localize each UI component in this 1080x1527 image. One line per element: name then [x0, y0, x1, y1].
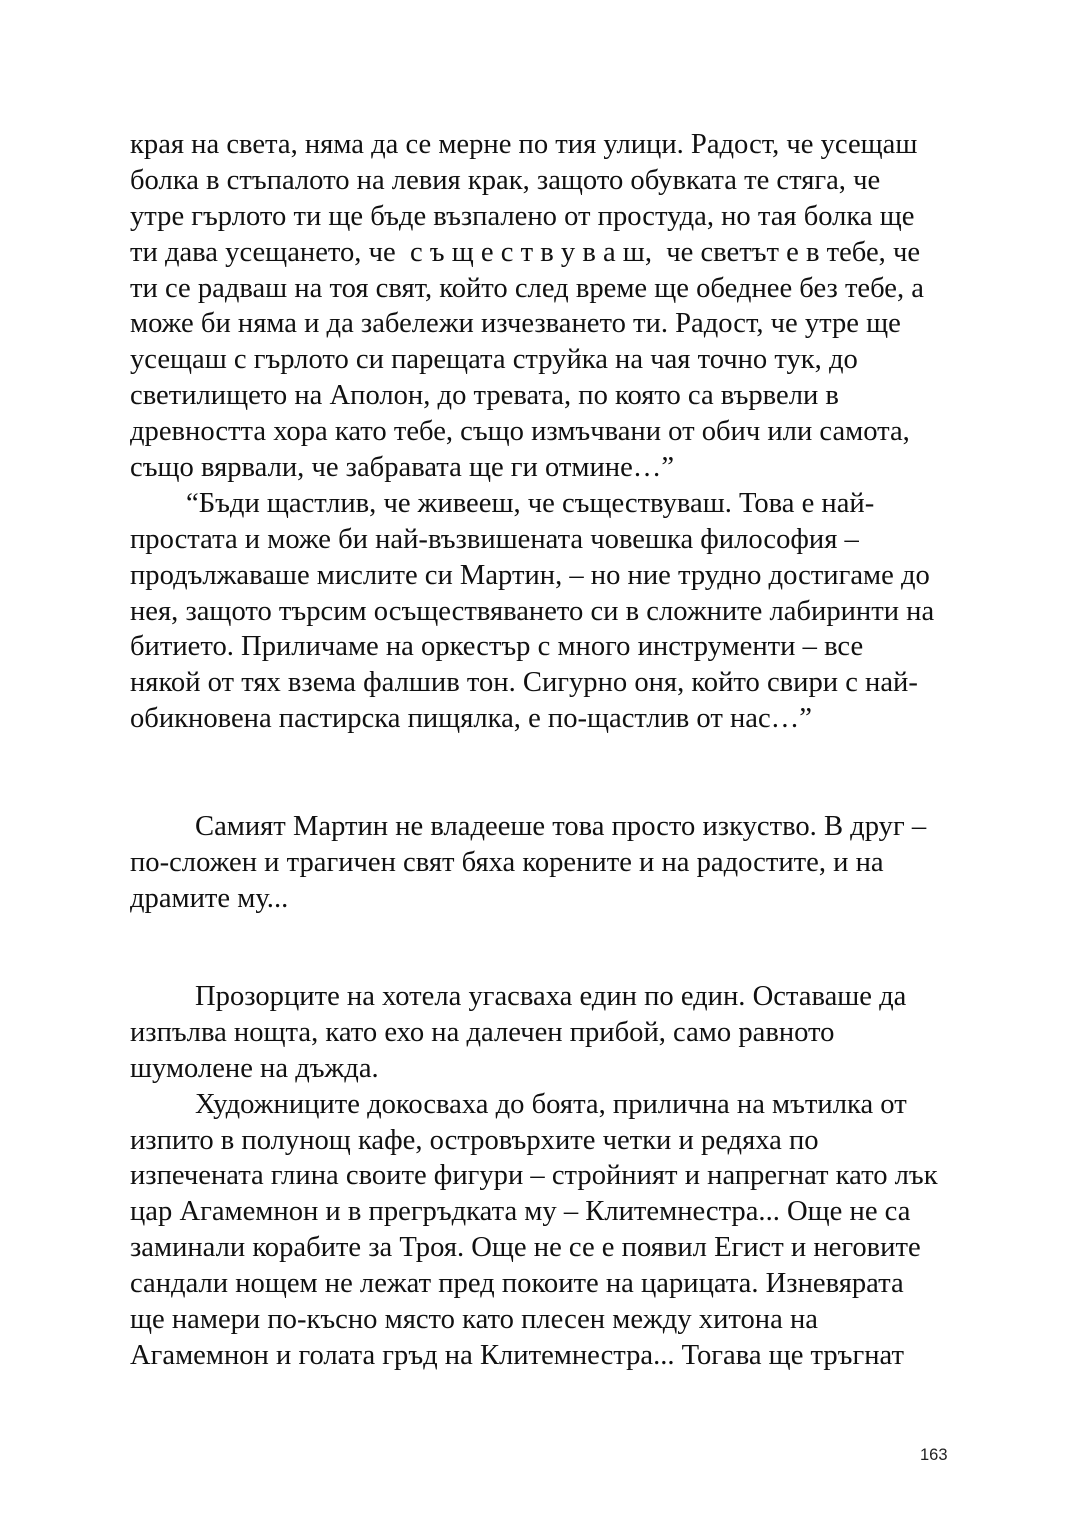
text-line: Самият Мартин не владееше това просто изкуство. В друг – — [195, 811, 927, 842]
text-line: нея, защото търсим осъществяването си в сложните лабиринти на — [130, 595, 935, 627]
text-section — [130, 809, 1040, 917]
text-line: може би няма и да забележи изчезването ти. Радост, че утре ще — [130, 308, 901, 340]
text-section — [130, 979, 1040, 1374]
text-line: изпито в полунощ кафе, островърхите четки и редяха по — [130, 1124, 819, 1156]
text-line: Художниците докосваха до боята, прилична на мътилка от — [195, 1088, 907, 1120]
text-line: ще намери по-късно място като плесен между хитона на — [130, 1304, 818, 1336]
paragraph — [130, 486, 1040, 737]
text-line: също вярвали, че забравата ще ги отмине…” — [130, 452, 675, 484]
paragraph — [130, 127, 1040, 486]
text-section — [130, 127, 1040, 737]
text-line: ти дава усещането, че с ъ щ е с т в у в а ш, че светът е в тебе, че — [130, 236, 921, 268]
text-line: изпечената глина своите фигури – стройният и напрегнат като лък — [130, 1160, 938, 1192]
text-line: Агамемнон и голата гръд на Клитемнестра... Тогава ще тръгнат — [130, 1339, 904, 1371]
text-line: болка в стъпалото на левия крак, защото обувката те стяга, че — [130, 164, 881, 196]
text-line: шумолене на дъжда. — [130, 1052, 379, 1084]
page-number: 163 — [920, 1446, 948, 1464]
text-line: Прозорците на хотела угасваха един по един. Оставаше да — [195, 981, 907, 1012]
text-line: усещаш с гърлото си парещата струйка на чая точно тук, до — [130, 344, 858, 376]
text-line: по-сложен и трагичен свят бяха корените и на радостите, и на — [130, 846, 884, 878]
text-line: някой от тях взема фалшив тон. Сигурно оня, който свири с най- — [130, 667, 918, 699]
text-line: древността хора като тебе, също измъчвани от обич или самота, — [130, 416, 910, 448]
text-line: ти се радваш на тоя свят, който след време ще обеднее без тебе, а — [130, 272, 924, 304]
text-line: “Бъди щастлив, че живееш, че съществуваш. Това е най- — [186, 487, 875, 519]
text-line: утре гърлото ти ще бъде възпалено от простуда, но тая болка ще — [130, 200, 915, 232]
text-line: драмите му... — [130, 882, 289, 914]
text-line: цар Агамемнон и в прегръдката му – Клитемнестра... Още не са — [130, 1196, 911, 1228]
text-line: сандали нощем не лежат пред покоите на царицата. Изневярата — [130, 1268, 904, 1300]
paragraph — [130, 979, 1040, 1087]
text-line: простата и може би най-възвишената човешка философия – — [130, 523, 859, 555]
text-line: светилището на Аполон, до тревата, по която са вървели в — [130, 380, 839, 412]
text-line: битието. Приличаме на оркестър с много инструменти – все — [130, 631, 864, 663]
text-line: обикновена пастирска пищялка, е по-щастлив от нас…” — [130, 703, 812, 735]
text-line: заминали корабите за Троя. Още не се е появил Егист и неговите — [130, 1232, 921, 1264]
text-line: изпълва нощта, като ехо на далечен прибой, само равното — [130, 1016, 835, 1048]
paragraph — [130, 1087, 1040, 1374]
text-line: края на света, няма да се мерне по тия улици. Радост, че усещаш — [130, 129, 918, 160]
paragraph — [130, 809, 1040, 917]
text-line: продължаваше мислите си Мартин, – но ние трудно достигаме до — [130, 559, 930, 591]
